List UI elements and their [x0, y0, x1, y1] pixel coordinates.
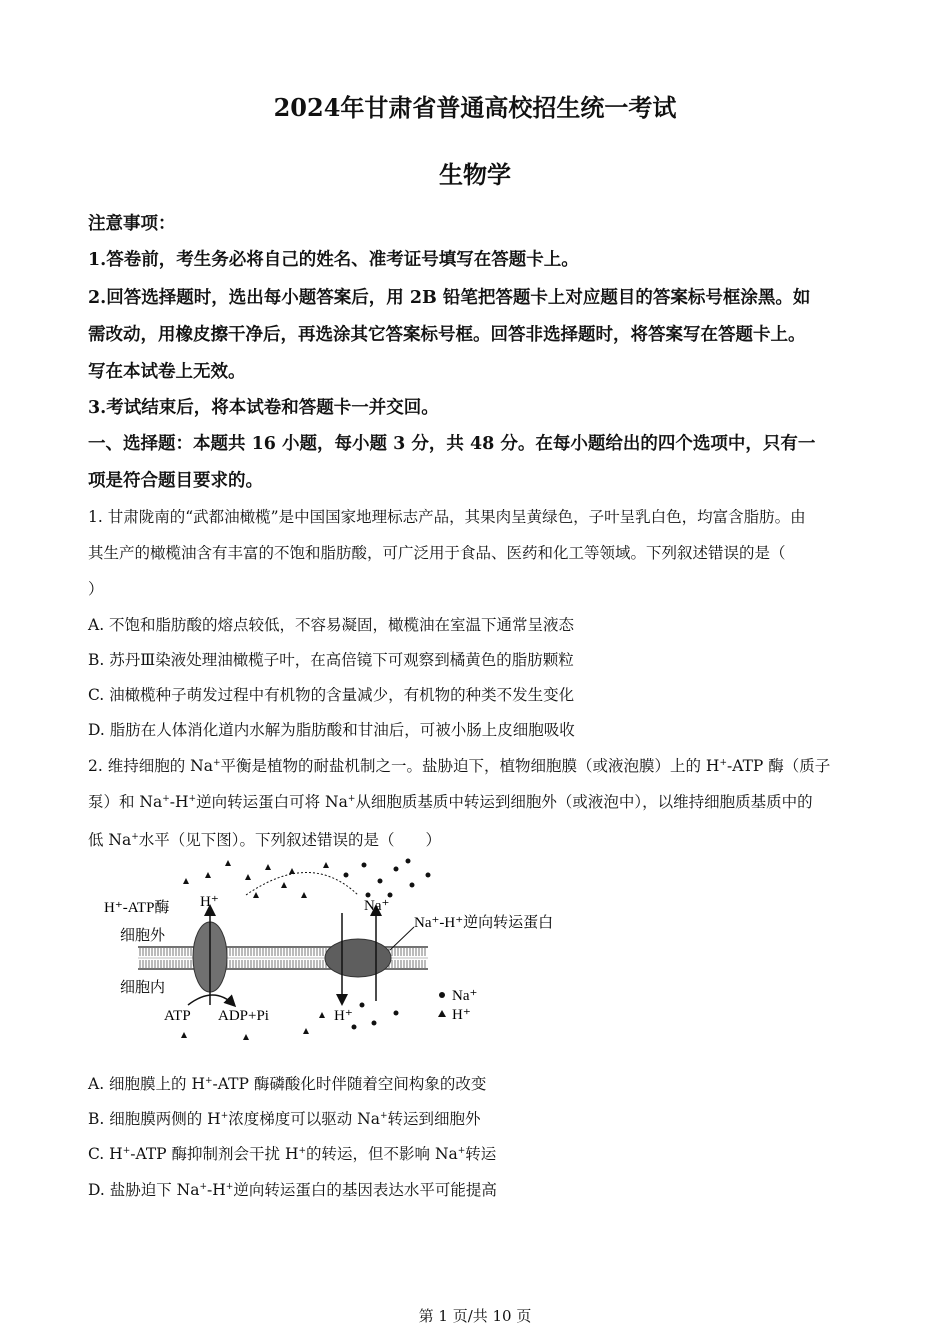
na-ion-marker	[352, 1025, 357, 1030]
h-ion-marker	[289, 868, 295, 874]
section-heading-line1: 一、选择题：本题共 16 小题，每小题 3 分，共 48 分。在每小题给出的四个选项中，只有一	[88, 434, 816, 454]
h-ion-marker	[181, 1032, 187, 1038]
legend-h-label: H⁺	[452, 1007, 471, 1023]
note-item-2-line1: 2.回答选择题时，选出每小题答案后，用 2B 铅笔把答题卡上对应题目的答案标号框涂黑。如	[88, 288, 811, 308]
h-ion-marker	[301, 892, 307, 898]
q2-option-b: B. 细胞膜两侧的 H+浓度梯度可以驱动 Na+转运到细胞外	[88, 1110, 481, 1128]
atp-hydrolysis-arrow	[188, 995, 234, 1005]
h-ion-marker	[281, 882, 287, 888]
page-footer: 第 1 页/共 10 页	[418, 1307, 532, 1325]
h-ion-marker	[183, 878, 189, 884]
note-item-1: 1.答卷前，考生务必将自己的姓名、准考证号填写在答题卡上。	[88, 250, 579, 270]
q1-option-c: C. 油橄榄种子萌发过程中有机物的含量减少，有机物的种类不发生变化	[88, 686, 575, 704]
na-ion-marker	[394, 867, 399, 872]
adp-label: ADP+Pi	[218, 1008, 269, 1024]
h-ion-marker	[225, 860, 231, 866]
q1-stem-line2: 其生产的橄榄油含有丰富的不饱和脂肪酸，可广泛用于食品、医药和化工等领域。下列叙述错误的是（	[88, 544, 786, 562]
h-ion-marker	[205, 872, 211, 878]
q2-stem-line2: 泵）和 Na+-H+逆向转运蛋白可将 Na+从细胞质基质中转运到细胞外（或液泡中），以维持细胞质基质中的	[88, 793, 813, 811]
inside-label: 细胞内	[120, 980, 166, 996]
na-ion-marker	[366, 893, 371, 898]
note-item-2-line3: 写在本试卷上无效。	[88, 362, 246, 382]
h-in-label: H⁺	[334, 1008, 353, 1024]
legend-na-label: Na⁺	[452, 988, 478, 1004]
h-ion-marker	[265, 864, 271, 870]
na-ion-marker	[362, 863, 367, 868]
q1-option-d: D. 脂肪在人体消化道内水解为脂肪酸和甘油后，可被小肠上皮细胞吸收	[88, 721, 575, 739]
na-out-label: Na⁺	[364, 898, 390, 914]
q2-stem-line3: 低 Na+水平（见下图）。下列叙述错误的是（ ）	[88, 831, 442, 849]
exam-title: 2024年甘肃省普通高校招生统一考试	[273, 93, 677, 122]
q2-option-a: A. 细胞膜上的 H+-ATP 酶磷酸化时伴随着空间构象的改变	[88, 1075, 487, 1093]
q1-stem-line3: ）	[88, 580, 104, 598]
legend-na-dot	[439, 992, 445, 998]
na-ion-marker	[372, 1021, 377, 1026]
pump-label: H⁺-ATP酶	[104, 900, 170, 916]
membrane-transport-diagram	[96, 855, 586, 1045]
transport-arc	[246, 873, 358, 896]
na-ion-marker	[426, 873, 431, 878]
h-ion-marker	[303, 1028, 309, 1034]
subject-title: 生物学	[439, 160, 511, 189]
na-ion-marker	[388, 893, 393, 898]
legend-h-triangle	[438, 1010, 446, 1017]
h-ion-marker	[323, 862, 329, 868]
na-ion-marker	[406, 859, 411, 864]
na-ion-marker	[394, 1011, 399, 1016]
na-ion-marker	[360, 1003, 365, 1008]
h-ion-marker	[245, 874, 251, 880]
na-ion-marker	[410, 883, 415, 888]
atp-label: ATP	[164, 1008, 191, 1024]
h-ion-marker	[253, 892, 259, 898]
q2-option-d: D. 盐胁迫下 Na+-H+逆向转运蛋白的基因表达水平可能提高	[88, 1181, 497, 1199]
na-ion-marker	[378, 879, 383, 884]
h-ion-marker	[243, 1034, 249, 1040]
antiporter-label: Na⁺-H⁺逆向转运蛋白	[414, 915, 554, 931]
h-out-label: H⁺	[200, 894, 219, 910]
q1-stem-line1: 1. 甘肃陇南的“武都油橄榄”是中国国家地理标志产品，其果肉呈黄绿色，子叶呈乳白色，均富含脂肪。由	[88, 508, 806, 526]
note-item-3: 3.考试结束后，将本试卷和答题卡一并交回。	[88, 398, 439, 418]
na-ion-marker	[344, 873, 349, 878]
outside-label: 细胞外	[120, 928, 166, 944]
section-heading-line2: 项是符合题目要求的。	[88, 471, 263, 491]
q1-option-b: B. 苏丹Ⅲ染液处理油橄榄子叶，在高倍镜下可观察到橘黄色的脂肪颗粒	[88, 651, 574, 669]
note-item-2-line2: 需改动，用橡皮擦干净后，再选涂其它答案标号框。回答非选择题时，将答案写在答题卡上。	[88, 325, 806, 345]
q2-stem-line1: 2. 维持细胞的 Na+平衡是植物的耐盐机制之一。盐胁迫下，植物细胞膜（或液泡膜）上的 H+-ATP 酶（质子	[88, 757, 831, 775]
antiporter-protein	[325, 939, 391, 977]
notes-heading: 注意事项：	[88, 214, 176, 234]
q1-option-a: A. 不饱和脂肪酸的熔点较低，不容易凝固，橄榄油在室温下通常呈液态	[88, 616, 575, 634]
h-ion-marker	[319, 1012, 325, 1018]
q2-option-c: C. H+-ATP 酶抑制剂会干扰 H+的转运，但不影响 Na+转运	[88, 1145, 497, 1163]
